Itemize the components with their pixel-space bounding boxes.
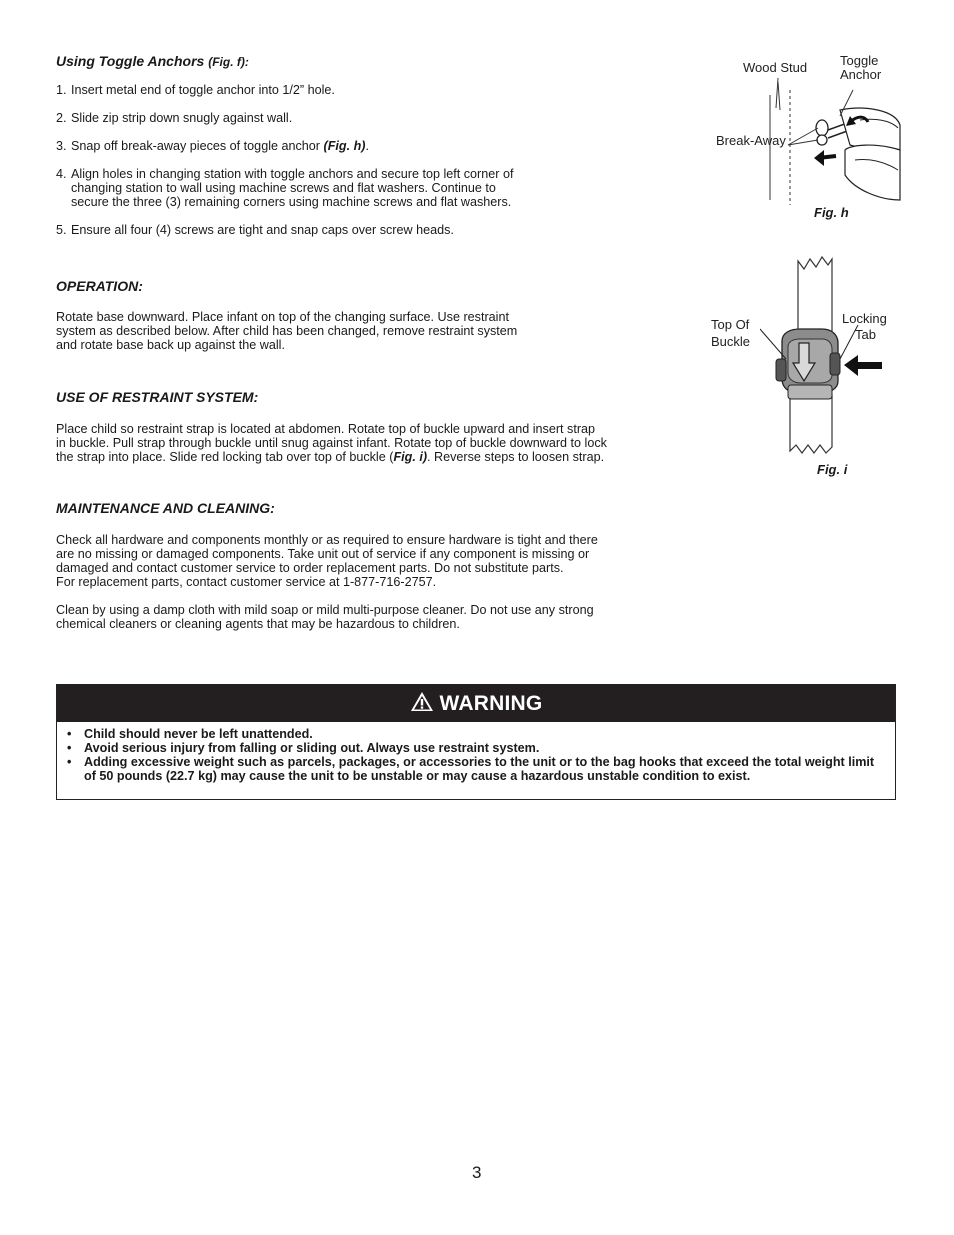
label-tab: Tab — [855, 327, 876, 342]
warning-item: • Child should never be left unattended. — [65, 727, 885, 741]
label-wood-stud: Wood Stud — [743, 60, 808, 75]
warning-triangle-icon — [410, 691, 434, 717]
toggle-anchors-title: Using Toggle Anchors — [56, 53, 205, 69]
operation-heading: OPERATION: — [56, 278, 143, 294]
step-4: 4. Align holes in changing station with toggle anchors and secure top left corner of changing station to wall using machine screws and flat washers. Continue to secure the three (3) remaining corners using machine screws and flat washers. — [56, 167, 514, 209]
warning-box — [56, 684, 896, 800]
figure-i — [760, 255, 900, 465]
step-5: 5. Ensure all four (4) screws are tight and snap caps over screw heads. — [56, 223, 454, 237]
buckle-illustration — [760, 255, 900, 465]
warning-item: • Adding excessive weight such as parcels, packages, or accessories to the unit or to the bag hooks that exceed the total weight limit of 50 pounds (22.7 kg) may cause the unit to be unstable or may cause a hazardous unstable condition to exist. — [65, 755, 885, 783]
warning-list — [65, 727, 885, 783]
maintenance-text-2: Clean by using a damp cloth with mild soap or mild multi-purpose cleaner. Do not use any strong chemical cleaners or cleaning agents that may be hazardous to children. — [56, 603, 594, 631]
warning-item: • Avoid serious injury from falling or sliding out. Always use restraint system. — [65, 741, 885, 755]
operation-text: Rotate base downward. Place infant on top of the changing surface. Use restraint system as described below. After child has been changed, remove restraint system and rotate base back up against the wall. — [56, 310, 518, 352]
fig-h-ref: (Fig. h) — [323, 139, 366, 153]
maintenance-heading: MAINTENANCE AND CLEANING: — [56, 500, 275, 516]
warning-header — [57, 685, 895, 722]
label-top-of: Top Of — [711, 317, 750, 332]
restraint-heading: USE OF RESTRAINT SYSTEM: — [56, 389, 259, 405]
step-2: 2. Slide zip strip down snugly against wall. — [56, 111, 293, 125]
maintenance-text-1: Check all hardware and components monthly or as required to ensure hardware is tight and there are no missing or damaged components. Take unit out of service if any component is missing or damaged and contact customer service to order replacement parts. Do not substitute parts. For replacement parts, contact customer service at 1-877-716-2757. — [56, 533, 598, 589]
label-break-away: Break-Away — [716, 133, 786, 148]
label-locking: Locking — [842, 311, 887, 326]
label-anchor: Anchor — [840, 67, 882, 82]
label-toggle: Toggle — [840, 53, 879, 68]
restraint-text: Place child so restraint strap is located at abdomen. Rotate top of buckle upward and insert strap in buckle. Pull strap through buckle until snug against infant. Rotate top of buckle downward to lock the strap into place. Slide red locking tab over top of buckle (Fig. i). Reverse steps to loosen strap. — [56, 422, 607, 464]
step-3: 3. Snap off break-away pieces of toggle anchor (Fig. h). — [56, 139, 369, 153]
toggle-anchors-heading — [56, 53, 249, 69]
page-number: 3 — [472, 1163, 482, 1182]
fig-i-caption: Fig. i — [817, 462, 848, 477]
fig-h-caption: Fig. h — [814, 205, 849, 220]
warning-title: WARNING — [439, 691, 543, 715]
step-1: 1. Insert metal end of toggle anchor into 1/2” hole. — [56, 83, 335, 97]
fig-i-ref: Fig. i) — [393, 450, 428, 464]
toggle-anchors-fig-ref: (Fig. f): — [208, 55, 249, 69]
label-buckle: Buckle — [711, 334, 751, 349]
